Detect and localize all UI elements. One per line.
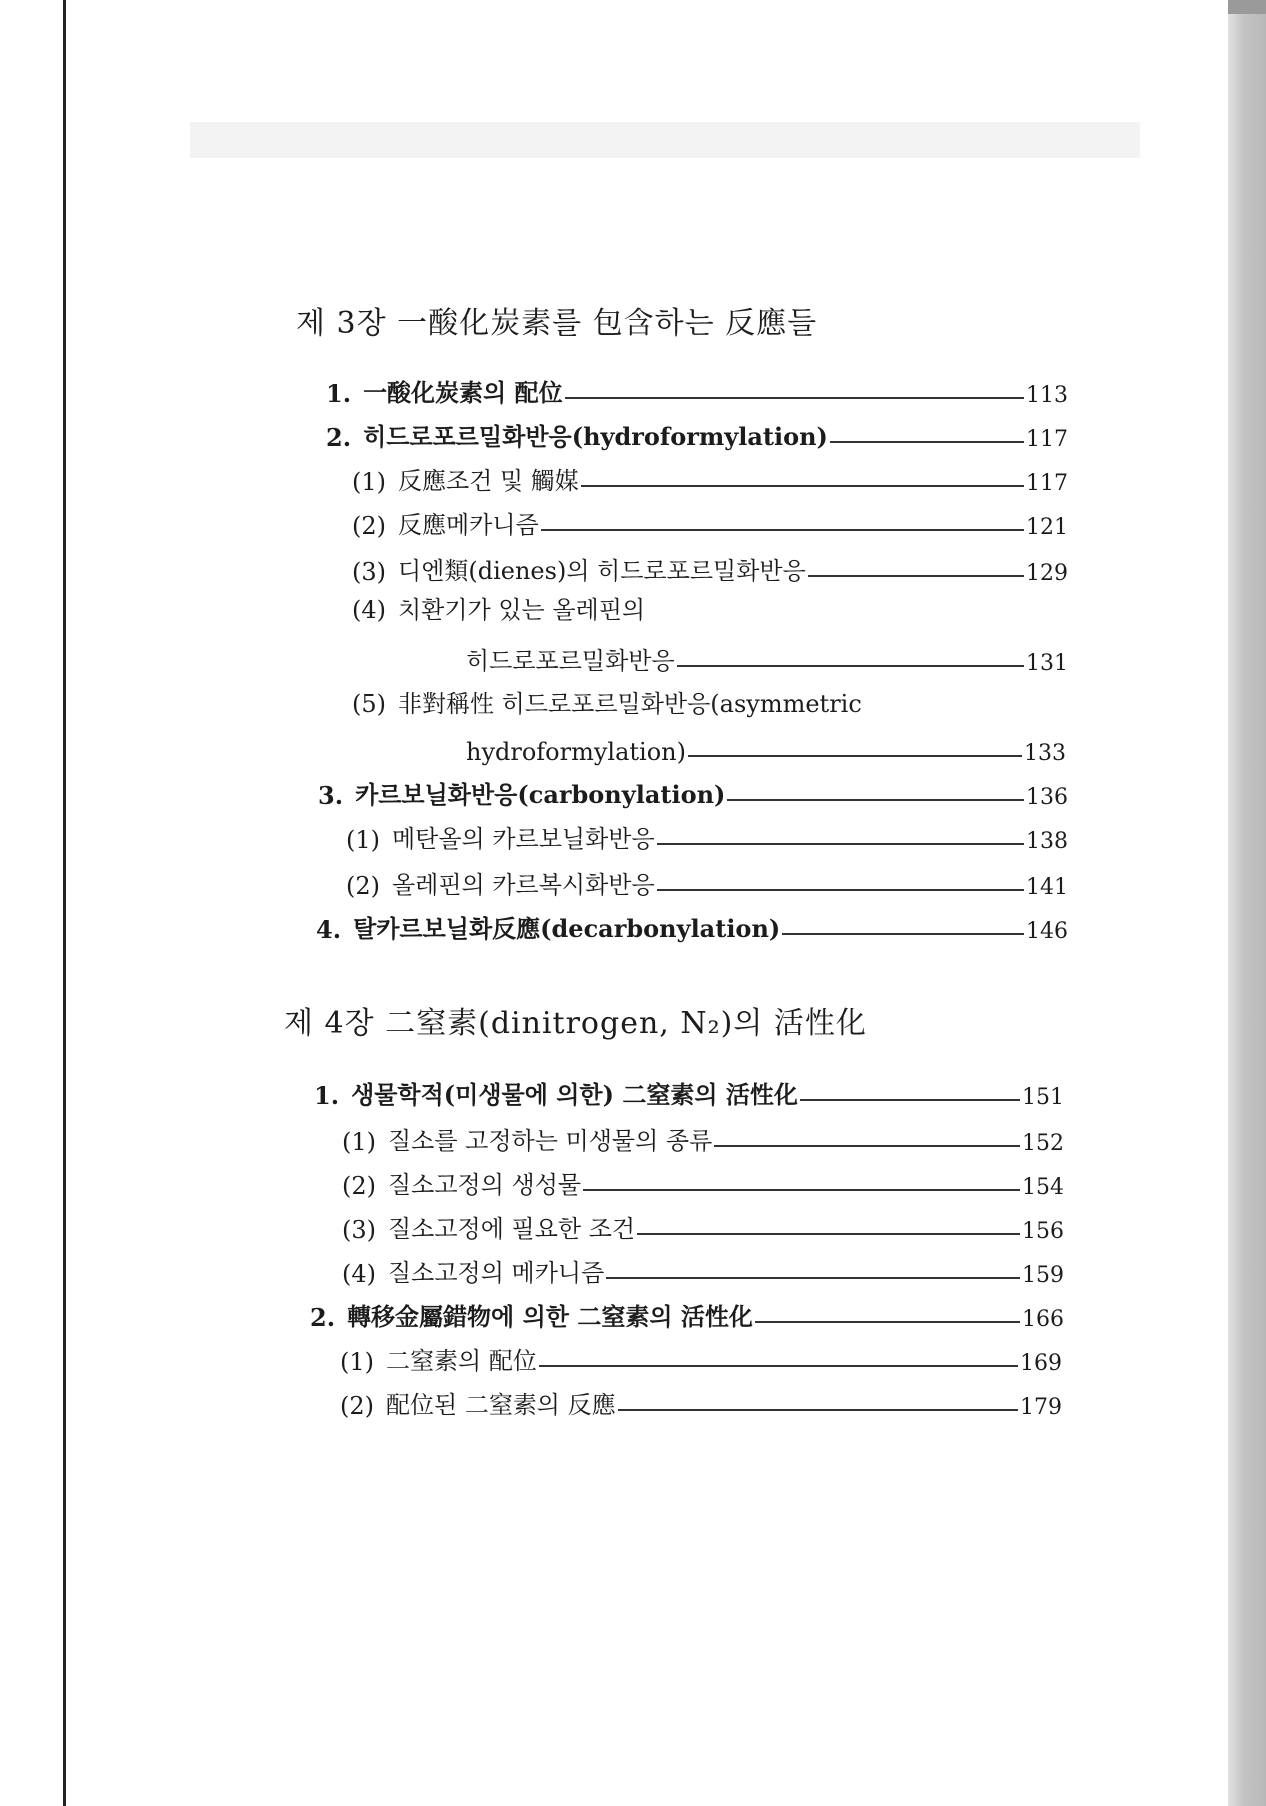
toc-entry[interactable]: [352, 546, 1068, 586]
page-right-shadow: [1228, 0, 1266, 1806]
dot-leader: [808, 574, 1024, 577]
entry-page: 113: [1026, 383, 1068, 408]
toc-entry-first-line[interactable]: [352, 590, 645, 625]
toc-entry-first-line[interactable]: [352, 684, 862, 719]
entry-page: 129: [1026, 561, 1068, 586]
dot-leader: [688, 754, 1022, 757]
entry-number: (2): [342, 1172, 376, 1200]
toc-entry[interactable]: [352, 456, 1068, 496]
entry-number: 4.: [316, 915, 342, 944]
entry-number: (1): [340, 1348, 374, 1376]
entry-page: 152: [1022, 1131, 1064, 1156]
dot-leader: [755, 1320, 1020, 1323]
entry-page: 141: [1026, 875, 1068, 900]
entry-title: 질소고정에 필요한 조건: [388, 1215, 636, 1243]
page-corner-shadow: [1228, 0, 1266, 14]
entry-number: (3): [352, 558, 386, 586]
page-left-edge: [63, 0, 66, 1806]
toc-entry[interactable]: [352, 500, 1068, 540]
entry-page: 138: [1026, 829, 1068, 854]
entry-title: 二窒素의 配位: [386, 1347, 537, 1375]
dot-leader: [539, 1364, 1018, 1367]
entry-number: (2): [352, 512, 386, 540]
toc-entry[interactable]: [310, 1292, 1064, 1332]
chapter-3-title: 제 3장 一酸化炭素를 包含하는 反應들: [296, 306, 818, 341]
toc-entry[interactable]: [346, 814, 1068, 854]
entry-number: 1.: [314, 1081, 340, 1110]
entry-title: 질소고정의 생성물: [388, 1171, 582, 1199]
entry-title: 치환기가 있는 올레핀의: [398, 596, 646, 624]
dot-leader: [618, 1408, 1018, 1411]
toc-entry[interactable]: [342, 1116, 1064, 1156]
entry-page: 136: [1026, 785, 1068, 810]
entry-title: 올레핀의 카르복시화반응: [392, 871, 655, 899]
entry-title: 질소를 고정하는 미생물의 종류: [388, 1127, 713, 1155]
dot-leader: [677, 664, 1024, 667]
entry-title: 디엔類(dienes)의 히드로포르밀화반응: [398, 557, 806, 585]
entry-page: 156: [1022, 1219, 1064, 1244]
dot-leader: [782, 932, 1024, 935]
entry-number: (4): [342, 1260, 376, 1288]
entry-number: (3): [342, 1216, 376, 1244]
entry-title: 轉移金屬錯物에 의한 二窒素의 活性化: [347, 1302, 753, 1331]
dot-leader: [583, 1188, 1020, 1191]
toc-entry[interactable]: [340, 1380, 1062, 1420]
toc-entry[interactable]: [342, 1204, 1064, 1244]
entry-title: 탈카르보닐화反應(decarbonylation): [353, 914, 781, 943]
entry-title: 非對稱性 히드로포르밀화반응(asymmetric: [398, 690, 862, 718]
entry-number: (1): [342, 1128, 376, 1156]
entry-number: (1): [352, 468, 386, 496]
toc-entry[interactable]: [316, 904, 1068, 944]
entry-number: (1): [346, 826, 380, 854]
entry-page: 169: [1020, 1351, 1062, 1376]
dot-leader: [606, 1276, 1020, 1279]
chapter-4-title: 제 4장 二窒素(dinitrogen, N₂)의 活性化: [284, 1006, 867, 1041]
toc-entry[interactable]: [340, 1336, 1062, 1376]
dot-leader: [657, 888, 1024, 891]
toc-entry-continuation[interactable]: [466, 726, 1066, 766]
dot-leader: [637, 1232, 1020, 1235]
dot-leader: [565, 396, 1024, 399]
toc-entry[interactable]: [342, 1160, 1064, 1200]
dot-leader: [657, 842, 1024, 845]
entry-title: 카르보닐화반응(carbonylation): [355, 780, 726, 809]
entry-number: 1.: [326, 379, 352, 408]
entry-number: 2.: [326, 423, 352, 452]
toc-entry[interactable]: [346, 860, 1068, 900]
dot-leader: [727, 798, 1024, 801]
toc-entry-continuation[interactable]: [466, 636, 1068, 676]
entry-page: 121: [1026, 515, 1068, 540]
entry-page: 146: [1026, 919, 1068, 944]
entry-page: 179: [1020, 1395, 1062, 1420]
entry-title: 메탄올의 카르보닐화반응: [392, 825, 655, 853]
toc-entry[interactable]: [318, 770, 1068, 810]
entry-title: 생물학적(미생물에 의한) 二窒素의 活性化: [351, 1080, 798, 1109]
scan-artifact-band: [190, 122, 1140, 158]
entry-number: 2.: [310, 1303, 336, 1332]
entry-page: 151: [1022, 1085, 1064, 1110]
dot-leader: [800, 1098, 1020, 1101]
entry-page: 133: [1024, 741, 1066, 766]
entry-number: (5): [352, 690, 386, 718]
toc-entry[interactable]: [326, 368, 1068, 408]
entry-title: 一酸化炭素의 配位: [363, 378, 563, 407]
entry-title: 反應메카니즘: [398, 511, 539, 539]
dot-leader: [541, 528, 1024, 531]
dot-leader: [581, 484, 1024, 487]
entry-page: 154: [1022, 1175, 1064, 1200]
entry-page: 117: [1026, 471, 1068, 496]
entry-page: 131: [1026, 651, 1068, 676]
entry-number: (2): [346, 872, 380, 900]
entry-page: 159: [1022, 1263, 1064, 1288]
entry-title: 反應조건 및 觸媒: [398, 467, 579, 495]
entry-title: 질소고정의 메카니즘: [388, 1259, 605, 1287]
toc-entry[interactable]: [342, 1248, 1064, 1288]
dot-leader: [714, 1144, 1020, 1147]
entry-page: 166: [1022, 1307, 1064, 1332]
entry-page: 117: [1026, 427, 1068, 452]
book-page: [68, 0, 1228, 1806]
toc-entry[interactable]: [314, 1070, 1064, 1110]
entry-number: 3.: [318, 781, 344, 810]
entry-number: (4): [352, 596, 386, 624]
entry-number: (2): [340, 1392, 374, 1420]
toc-entry[interactable]: [326, 412, 1068, 452]
dot-leader: [830, 440, 1024, 443]
entry-title: 配位된 二窒素의 反應: [386, 1391, 616, 1419]
entry-title-continued: hydroformylation): [466, 738, 686, 766]
entry-title: 히드로포르밀화반응(hydroformylation): [363, 422, 828, 451]
entry-title-continued: 히드로포르밀화반응: [466, 647, 675, 675]
